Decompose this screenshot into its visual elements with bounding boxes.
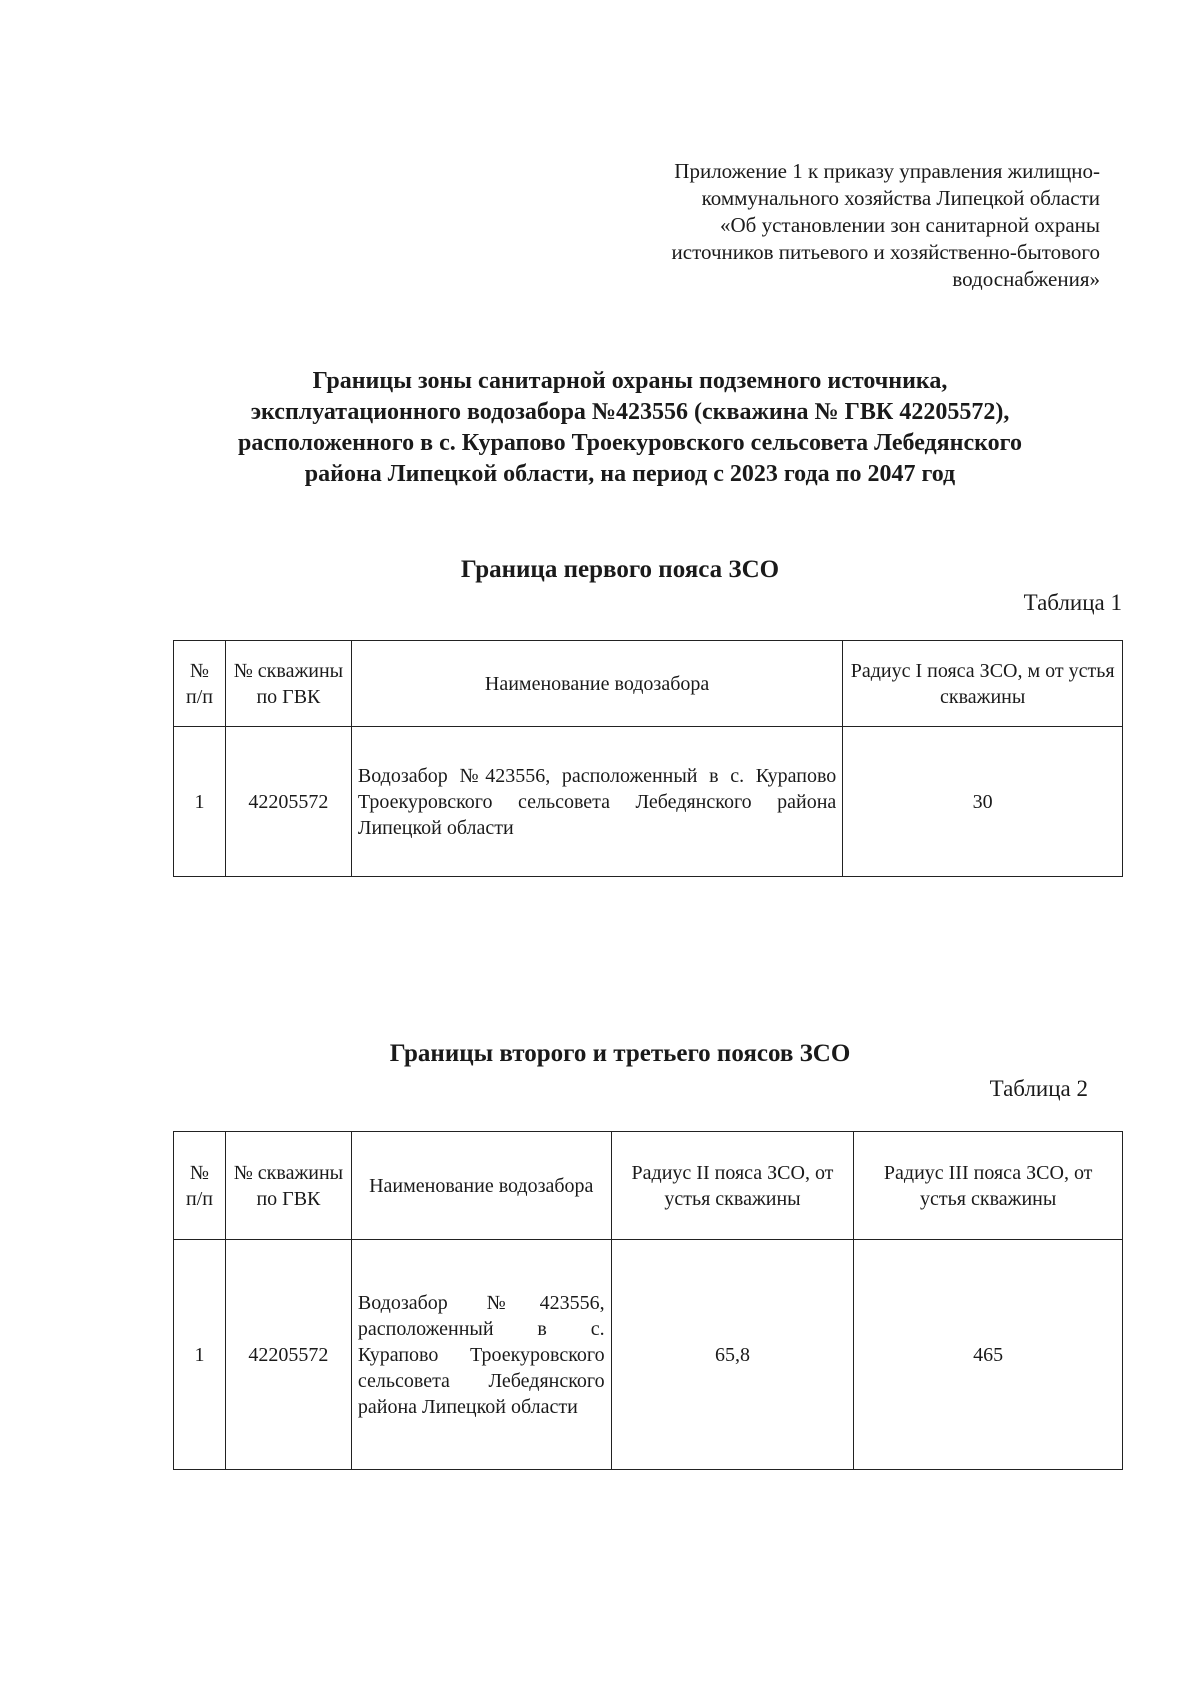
col-header-radius1: Радиус I пояса ЗСО, м от устья скважины xyxy=(843,641,1123,727)
col-header-well: № скважины по ГВК xyxy=(225,641,351,727)
zone23-table xyxy=(173,1131,1123,1470)
title-line: расположенного в с. Курапово Троекуровского сельсовета Лебедянского xyxy=(238,430,1022,456)
cell-num: 1 xyxy=(174,1240,226,1470)
appendix-line: Приложение 1 к приказу управления жилищно- xyxy=(674,159,1100,183)
cell-radius1: 30 xyxy=(843,727,1123,877)
table-row xyxy=(174,727,1123,877)
col-header-num: № п/п xyxy=(174,1132,226,1240)
table-row xyxy=(174,1240,1123,1470)
cell-well: 42205572 xyxy=(225,727,351,877)
col-header-well: № скважины по ГВК xyxy=(225,1132,351,1240)
table-header-row xyxy=(174,1132,1123,1240)
cell-radius3: 465 xyxy=(854,1240,1123,1470)
appendix-line: водоснабжения» xyxy=(952,267,1100,291)
title-line: эксплуатационного водозабора №423556 (скважина № ГВК 42205572), xyxy=(250,399,1010,425)
cell-well: 42205572 xyxy=(225,1240,351,1470)
col-header-name: Наименование водозабора xyxy=(351,641,842,727)
table-header-row xyxy=(174,641,1123,727)
col-header-radius3: Радиус III пояса ЗСО, от устья скважины xyxy=(854,1132,1123,1240)
table1-heading: Граница первого пояса ЗСО xyxy=(460,556,780,583)
cell-name: Водозабор №423556, расположенный в с. Курапово Троекуровского сельсовета Лебедянского района Липецкой области xyxy=(351,727,842,877)
cell-num: 1 xyxy=(174,727,226,877)
appendix-line: источников питьевого и хозяйственно-бытового xyxy=(671,240,1100,264)
document-title xyxy=(120,366,1140,490)
cell-radius2: 65,8 xyxy=(611,1240,854,1470)
appendix-reference xyxy=(540,158,1100,293)
zone1-table xyxy=(173,640,1123,877)
col-header-radius2: Радиус II пояса ЗСО, от устья скважины xyxy=(611,1132,854,1240)
title-line: Границы зоны санитарной охраны подземного источника, xyxy=(312,368,948,394)
table1-label: Таблица 1 xyxy=(1023,590,1122,615)
title-line: района Липецкой области, на период с 2023 года по 2047 год xyxy=(304,461,956,487)
cell-name: Водозабор №423556, расположенный в с. Курапово Троекуровского сельсовета Лебедянского района Липецкой области xyxy=(351,1240,611,1470)
table2-heading: Границы второго и третьего поясов ЗСО xyxy=(389,1040,851,1067)
appendix-line: коммунального хозяйства Липецкой области xyxy=(701,186,1100,210)
col-header-name: Наименование водозабора xyxy=(351,1132,611,1240)
table2-label: Таблица 2 xyxy=(989,1076,1088,1101)
col-header-num: № п/п xyxy=(174,641,226,727)
appendix-line: «Об установлении зон санитарной охраны xyxy=(720,213,1100,237)
